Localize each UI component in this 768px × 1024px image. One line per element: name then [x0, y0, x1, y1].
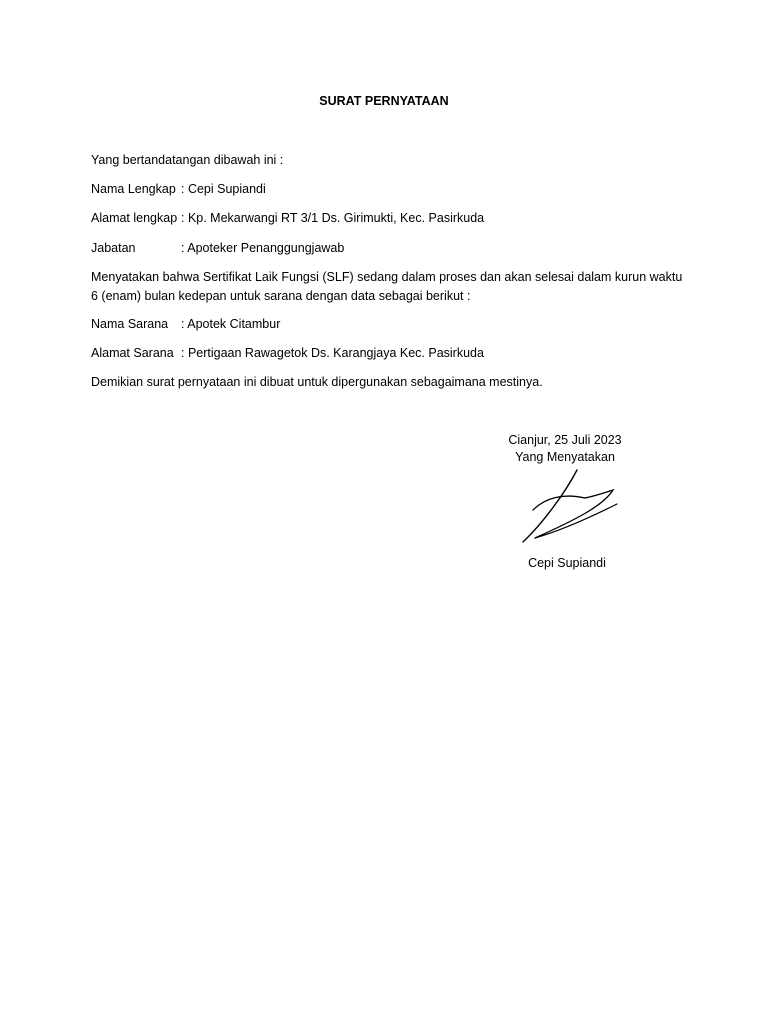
- field-value: : Apoteker Penanggungjawab: [181, 241, 345, 255]
- field-facility-address: [91, 345, 484, 361]
- place-date: Cianjur, 25 Juli 2023: [508, 433, 622, 447]
- field-label: Nama Sarana: [91, 317, 169, 331]
- field-label: Alamat lengkap: [91, 211, 178, 225]
- field-value: : Cepi Supiandi: [181, 182, 266, 196]
- field-full-address: [91, 210, 484, 226]
- document-title: SURAT PERNYATAAN: [319, 94, 449, 108]
- field-value: : Apotek Citambur: [181, 317, 281, 331]
- field-label: Nama Lengkap: [91, 182, 176, 196]
- field-label: Alamat Sarana: [91, 346, 174, 360]
- field-facility-name: [91, 316, 280, 332]
- closing-text: Demikian surat pernyataan ini dibuat untuk dipergunakan sebagaimana mestinya.: [91, 375, 543, 389]
- signatory-name: Cepi Supiandi: [528, 556, 606, 570]
- field-value: : Kp. Mekarwangi RT 3/1 Ds. Girimukti, Kec. Pasirkuda: [181, 211, 485, 225]
- field-full-name: [91, 181, 266, 197]
- intro-text: Yang bertandatangan dibawah ini :: [91, 153, 284, 167]
- field-position: [91, 240, 344, 256]
- signatory-role: Yang Menyatakan: [515, 450, 615, 464]
- signature-icon: [515, 468, 625, 558]
- field-label: Jabatan: [91, 241, 136, 255]
- statement-paragraph: Menyatakan bahwa Sertifikat Laik Fungsi (SLF) sedang dalam proses dan akan selesai dalam kurun waktu 6 (enam) bulan kedepan untuk sarana dengan data sebagai berikut :: [91, 270, 683, 303]
- field-value: : Pertigaan Rawagetok Ds. Karangjaya Kec. Pasirkuda: [181, 346, 484, 360]
